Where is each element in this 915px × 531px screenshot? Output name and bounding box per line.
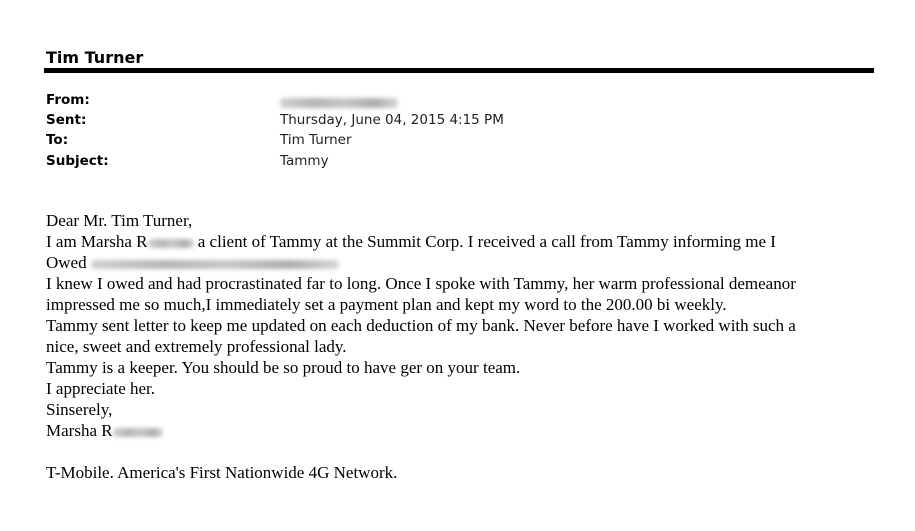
body-line-7: Tammy is a keeper. You should be so proud to have ger on your team.: [46, 358, 521, 377]
subject-label: Subject:: [46, 153, 109, 169]
header-divider: [44, 68, 874, 73]
signature-name: Marsha R: [46, 421, 113, 440]
body-line-2-start: Owed: [46, 253, 91, 272]
body-line-3: I knew I owed and had procrastinated far to long. Once I spoke with Tammy, her warm professional demeanor: [46, 274, 796, 293]
closing: Sinserely,: [46, 400, 113, 419]
signature: [46, 420, 886, 441]
body-line-2: [46, 252, 886, 273]
body-line-6: nice, sweet and extremely professional lady.: [46, 337, 347, 356]
subject-value: Tammy: [280, 153, 329, 169]
sent-value: Thursday, June 04, 2015 4:15 PM: [280, 112, 504, 128]
sender-name: Tim Turner: [46, 48, 144, 67]
body-line-1: [46, 231, 886, 252]
greeting: Dear Mr. Tim Turner,: [46, 211, 193, 230]
to-value: Tim Turner: [280, 132, 352, 148]
body-line-8: I appreciate her.: [46, 379, 156, 398]
redacted-signature-surname: [113, 428, 163, 437]
body-line-1-start: I am Marsha R: [46, 232, 148, 251]
body-line-5: Tammy sent letter to keep me updated on each deduction of my bank. Never before have I worked with such a: [46, 316, 796, 335]
redacted-surname: [148, 239, 194, 248]
email-footer: T-Mobile. America's First Nationwide 4G Network.: [46, 463, 398, 482]
redacted-company: [91, 260, 339, 269]
email-body: [46, 210, 886, 441]
from-label: From:: [46, 92, 90, 108]
body-line-4: impressed me so much,I immediately set a payment plan and kept my word to the 200.00 bi weekly.: [46, 295, 727, 314]
from-value-redacted: [280, 92, 398, 108]
sent-label: Sent:: [46, 112, 87, 128]
body-line-1-end: a client of Tammy at the Summit Corp. I received a call from Tammy informing me I: [193, 232, 776, 251]
to-label: To:: [46, 132, 69, 148]
